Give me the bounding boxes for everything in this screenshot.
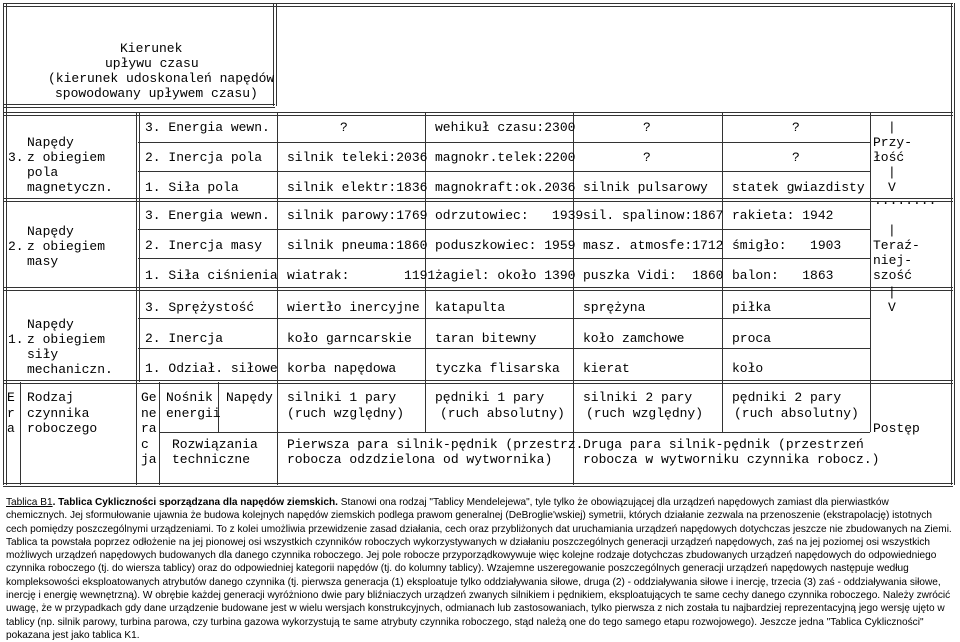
table-cell: sil. spalinow:1867 bbox=[583, 208, 724, 223]
footer-generation-pair: Druga para silnik-pędnik (przestrzeń bbox=[583, 437, 864, 452]
table-cell: silnik elektr:1836 bbox=[287, 180, 428, 195]
footer-era-letter: r bbox=[7, 406, 15, 421]
table-cell: magnokr.telek:2200 bbox=[435, 150, 576, 165]
footer-generation-pair: Pierwsza para silnik-pędnik (przestrz. bbox=[287, 437, 584, 452]
label-col-divider bbox=[136, 112, 140, 382]
footer-col-header: silniki 1 pary bbox=[287, 390, 397, 405]
group-separator-3 bbox=[3, 380, 953, 384]
footer-nosnik: Nośnik bbox=[166, 390, 213, 405]
table-cell: puszka Vidi: 1860 bbox=[583, 268, 724, 283]
footer-era-letter: a bbox=[7, 421, 15, 436]
group-label: mechaniczn. bbox=[27, 362, 113, 377]
table-cell: 1. Siła ciśnienia bbox=[145, 268, 278, 283]
footer-era-letter: E bbox=[7, 390, 15, 405]
footer-naped: Napędy bbox=[226, 390, 273, 405]
table-cell: korba napędowa bbox=[287, 361, 397, 376]
frame-bottom-border bbox=[3, 483, 953, 487]
footer-col-header: silniki 2 pary bbox=[583, 390, 693, 405]
group-number: 3. bbox=[8, 150, 24, 165]
caption-body: Stanowi ona rodzaj "Tablicy Mendelejewa", tyle tylko że obowiązującej dla urządzeń napędowych zamiast dla pierwiastków chemicznych. Jej sformułowanie ujawnia że budowa kolejnych napędów ziemskich podlega prawom generalnej (DeBroglie'wskiej) symetrii, których działanie zezwala na przenoszenie (ekstrapolację) istotnych cech pomiędzy poszczególnymi urządzeniami. To z kolei umożliwia przewidzenie zasad działania, cech oraz przybliżonych dat uruchamiania urządzeń napędowych dotychczas jeszcze nie zbudowanych na Ziemi. Tablica ta powstała poprzez odłożenie na jej pionowej osi wszystkich czynników roboczych wykorzystywanych w działaniu poszczególnych generacji urządzeń napędowych, zaś na jej poziomej osi wszystkich możliwych urządzeń napędowych budowanych dla danego czynnika roboczego. Jej pole robocze przyporządkowywuje więc kolejne rodzaje dotychczas zbudowanych urządzeń napędowych do odpowiedniego czynnika roboczego (tj. do wiersza tablicy) oraz do odpowiedniej kategorii napędów (tj. do kolumny tablicy). Wzajemne uszeregowanie poszczególnych generacji urządzeń napędowych następuje według kompleksowości eksploatowanych atrybutów danego czynnika (tj. pierwsza generacja (1) eksploatuje tylko oddziaływania siłowe, druga (2) - oddziaływania siłowe i inercję, trzecia (3) zaś - oddziaływania siłowe, inercję i energię wewnętrzną). W obrębie każdej generacji wyróżniono dwie pary bliźniaczych urządzeń zwanych silnikiem i pędnikiem, eksploatujących te same cechy danego czynnika roboczego. Należy zwrócić uwagę, że w przypadkach gdy dane urządzenie budowane jest w wielu wersjach konstrukcyjnych, odmianach lub zastosowaniach, tylko pierwsza z nich została tu najbardziej reprezentacyjną jego wersję ujęto w tablicy (np. silnik parowy, turbina parowa, czy turbina gazowa wykorzystują te same atrybuty czynnika roboczego, stąd należą one do tego samego etapu rozwojowego). Jeszcze jedna "Tablica Cykliczności" pokazana jest jako tablica K1. bbox=[6, 497, 952, 641]
side-arrow-text: ........ bbox=[874, 193, 937, 208]
table-cell: koło garncarskie bbox=[287, 331, 412, 346]
side-arrow-text: | bbox=[888, 223, 896, 238]
group-label: Napędy bbox=[27, 224, 74, 239]
table-cell: ? bbox=[643, 150, 651, 165]
table-cell: 3. Energia wewn. bbox=[145, 120, 270, 135]
footer-generation-pair: robocza w wytworniku czynnika robocz.) bbox=[583, 452, 880, 467]
header-line: Kierunek bbox=[120, 41, 183, 56]
table-cell: piłka bbox=[732, 300, 772, 315]
group-label: z obiegiem bbox=[27, 239, 106, 254]
footer-divider bbox=[722, 382, 723, 432]
footer-generation: c bbox=[141, 437, 149, 452]
table-cell: 2. Inercja masy bbox=[145, 238, 263, 253]
group-separator-1 bbox=[3, 198, 953, 202]
table-cell: wehikuł czasu:2300 bbox=[435, 120, 576, 135]
table-cell: proca bbox=[732, 331, 772, 346]
header-box-bottom bbox=[3, 104, 275, 108]
group-label: z obiegiem bbox=[27, 150, 106, 165]
footer-kind: roboczego bbox=[27, 421, 98, 436]
side-arrow-text: | bbox=[888, 285, 896, 300]
footer-generation: ja bbox=[141, 452, 157, 467]
footer-energii: energii bbox=[166, 406, 221, 421]
frame-top-border bbox=[3, 3, 953, 7]
footer-divider bbox=[159, 382, 160, 485]
table-cell: koło zamchowe bbox=[583, 331, 685, 346]
group-label: Napędy bbox=[27, 317, 74, 332]
row-line bbox=[138, 229, 870, 230]
header-line: spowodowany upływem czasu) bbox=[55, 86, 258, 101]
side-arrow-text: V bbox=[888, 180, 896, 195]
table-cell: kierat bbox=[583, 361, 630, 376]
table-cell: tyczka flisarska bbox=[435, 361, 560, 376]
footer-solutions: techniczne bbox=[172, 452, 251, 467]
footer-generation-pair: robocza odzdzielona od wytwornika) bbox=[287, 452, 553, 467]
footer-divider bbox=[425, 382, 426, 432]
row-line bbox=[138, 318, 870, 319]
footer-col-header: (ruch względny) bbox=[287, 406, 405, 421]
footer-kind: czynnika bbox=[27, 406, 90, 421]
group-label: siły bbox=[27, 347, 59, 362]
table-cell: ? bbox=[340, 120, 348, 135]
side-arrow-text: V bbox=[888, 300, 896, 315]
table-cell: 2. Inercja pola bbox=[145, 150, 263, 165]
footer-divider bbox=[136, 382, 137, 485]
col-divider bbox=[870, 112, 871, 382]
footer-generation: Ge bbox=[141, 390, 157, 405]
table-cell: 3. Energia wewn. bbox=[145, 208, 270, 223]
footer-row-line bbox=[159, 432, 870, 433]
group-number: 2. bbox=[8, 239, 24, 254]
table-cell: ? bbox=[643, 120, 651, 135]
group-label: z obiegiem bbox=[27, 332, 106, 347]
footer-kind: Rodzaj bbox=[27, 390, 74, 405]
table-cell: sprężyna bbox=[583, 300, 646, 315]
table-cell: silnik teleki:2036 bbox=[287, 150, 428, 165]
table-cell: rakieta: 1942 bbox=[732, 208, 834, 223]
table-cell: statek gwiazdisty bbox=[732, 180, 865, 195]
table-cell: ? bbox=[792, 150, 800, 165]
footer-generation: ra bbox=[141, 421, 157, 436]
side-arrow-text: niej- bbox=[873, 253, 913, 268]
footer-col-header: pędniki 1 pary bbox=[435, 390, 545, 405]
group-label: Napędy bbox=[27, 135, 74, 150]
table-cell: koło bbox=[732, 361, 764, 376]
table-cell: balon: 1863 bbox=[732, 268, 834, 283]
table-cell: ? bbox=[792, 120, 800, 135]
footer-col-header: (ruch absolutny) bbox=[440, 406, 565, 421]
caption-label: Tablica B1 bbox=[6, 497, 53, 508]
table-cell: odrzutowiec: 1939 bbox=[435, 208, 584, 223]
table-cell: wiatrak: 1191 bbox=[287, 268, 436, 283]
table-cell: silnik parowy:1769 bbox=[287, 208, 428, 223]
side-arrow-text: szość bbox=[873, 268, 913, 283]
table-cell: wiertło inercyjne bbox=[287, 300, 420, 315]
group-separator-2 bbox=[3, 287, 953, 291]
group-label: masy bbox=[27, 254, 59, 269]
table-cell: poduszkowiec: 1959 bbox=[435, 238, 576, 253]
header-line: upływu czasu bbox=[105, 56, 199, 71]
table-cell: śmigło: 1903 bbox=[732, 238, 842, 253]
table-cell: katapulta bbox=[435, 300, 506, 315]
footer-col-header: (ruch absolutny) bbox=[734, 406, 859, 421]
side-arrow-text: | bbox=[888, 120, 896, 135]
group-label: pola bbox=[27, 165, 59, 180]
table-cell: 1. Odział. siłowe bbox=[145, 361, 278, 376]
row-line bbox=[138, 171, 870, 172]
footer-divider bbox=[870, 382, 871, 432]
table-cell: magnokraft:ok.2036 bbox=[435, 180, 576, 195]
row-line bbox=[138, 348, 870, 349]
footer-progress-label: Postęp bbox=[873, 421, 920, 436]
header-line: (kierunek udoskonaleń napędów bbox=[48, 71, 275, 86]
table-cell: masz. atmosfe:1712 bbox=[583, 238, 724, 253]
table-cell: 1. Siła pola bbox=[145, 180, 239, 195]
col-divider bbox=[277, 112, 278, 382]
side-arrow-text: Teraź- bbox=[873, 238, 920, 253]
footer-solutions: Rozwiązania bbox=[172, 437, 258, 452]
table-cell: silnik pulsarowy bbox=[583, 180, 708, 195]
table-cell: taran bitewny bbox=[435, 331, 537, 346]
frame-right-border bbox=[951, 3, 955, 485]
header-box-right bbox=[273, 3, 277, 106]
footer-divider bbox=[20, 382, 21, 485]
side-arrow-text: łość bbox=[873, 150, 905, 165]
row-line bbox=[138, 142, 870, 143]
group-label: magnetyczn. bbox=[27, 180, 113, 195]
side-arrow-text: | bbox=[888, 165, 896, 180]
table-cell: 2. Inercja bbox=[145, 331, 224, 346]
footer-col-header: (ruch względny) bbox=[586, 406, 704, 421]
group-number: 1. bbox=[8, 332, 24, 347]
table-cell: 3. Sprężystość bbox=[145, 300, 255, 315]
footer-divider bbox=[573, 382, 574, 485]
caption-title: . Tablica Cykliczności sporządzana dla napędów ziemskich. bbox=[52, 497, 338, 508]
table-caption bbox=[6, 496, 952, 642]
row-line bbox=[138, 258, 870, 259]
footer-divider bbox=[277, 382, 278, 485]
table-cell: silnik pneuma:1860 bbox=[287, 238, 428, 253]
side-arrow-text: Przy- bbox=[873, 135, 913, 150]
footer-generation: ne bbox=[141, 406, 157, 421]
footer-col-header: pędniki 2 pary bbox=[732, 390, 842, 405]
table-top-rule bbox=[3, 112, 953, 116]
table-cell: żagiel: około 1390 bbox=[435, 268, 576, 283]
